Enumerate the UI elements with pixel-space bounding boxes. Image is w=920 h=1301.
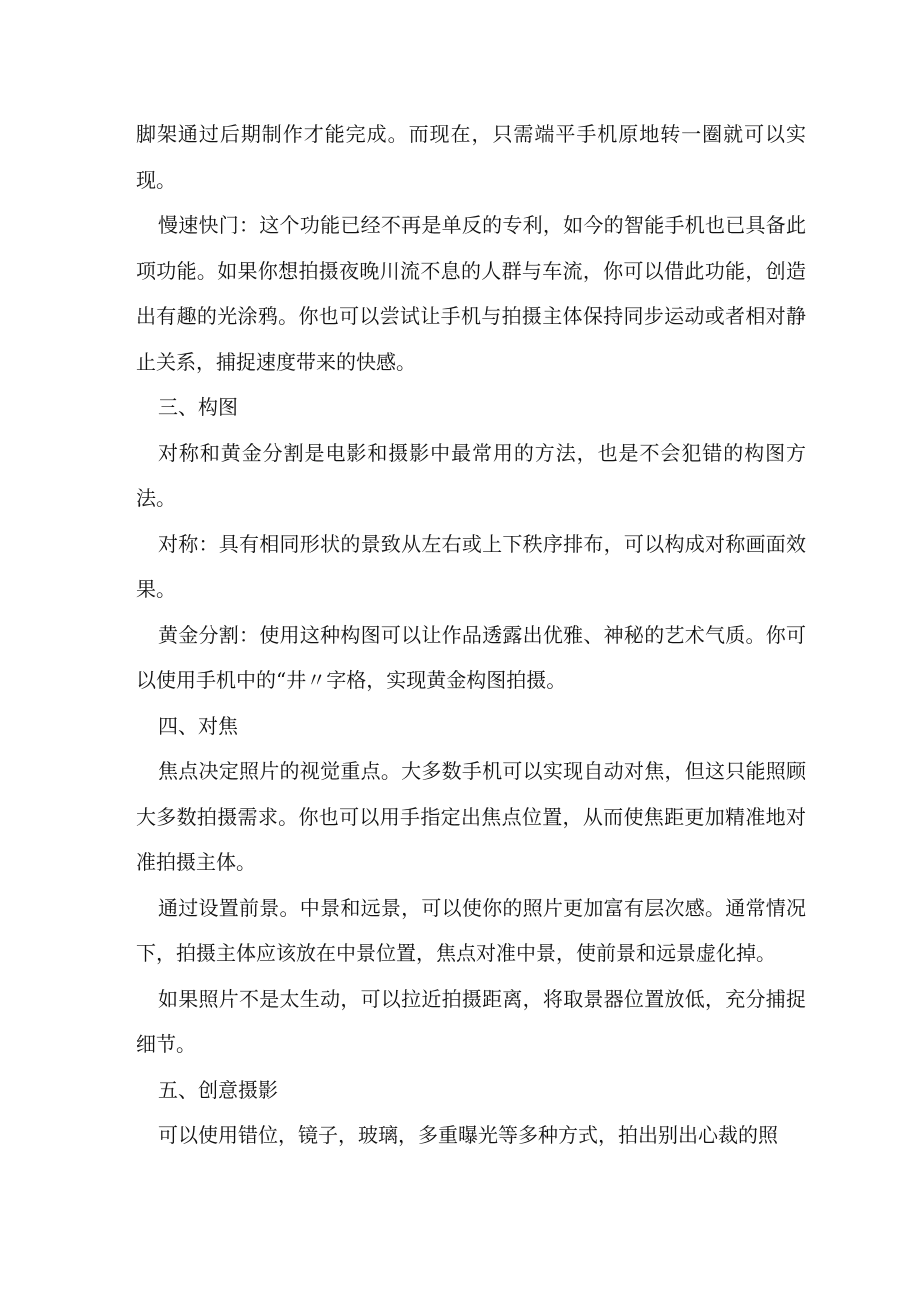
paragraph-composition-intro: 对称和黄金分割是电影和摄影中最常用的方法，也是不会犯错的构图方法。 [136,440,806,510]
paragraph-focus-point: 焦点决定照片的视觉重点。大多数手机可以实现自动对焦，但这只能照顾大多数拍摄需求。你也可以用手指定出焦点位置，从而使焦距更加精准地对准拍摄主体。 [136,759,806,874]
section-heading-creative: 五、创意摄影 [158,1077,278,1102]
paragraph-slow-shutter: 慢速快门：这个功能已经不再是单反的专利，如今的智能手机也已具备此项功能。如果你想拍摄夜晚川流不息的人群与车流，你可以借此功能，创造出有趣的光涂鸦。你也可以尝试让手机与拍摄主体保持同步运动或者相对静止关系，捕捉速度带来的快感。 [136,213,806,374]
paragraph-creative-methods: 可以使用错位，镜子，玻璃，多重曝光等多种方式，拍出别出心裁的照 [158,1123,778,1147]
paragraph-details: 如果照片不是太生动，可以拉近拍摄距离，将取景器位置放低，充分捕捉细节。 [136,986,806,1056]
section-heading-composition: 三、构图 [158,395,238,419]
document-body [136,112,806,1159]
paragraph-golden-ratio: 黄金分割：使用这种构图可以让作品透露出优雅、神秘的艺术气质。你可以使用手机中的“井〃字格，实现黄金构图拍摄。 [136,622,806,692]
paragraph-symmetry: 对称：具有相同形状的景致从左右或上下秩序排布，可以构成对称画面效果。 [136,531,806,601]
paragraph-layers: 通过设置前景。中景和远景，可以使你的照片更加富有层次感。通常情况下，拍摄主体应该放在中景位置，焦点对准中景，使前景和远景虚化掉。 [136,895,806,965]
paragraph-continuation: 脚架通过后期制作才能完成。而现在，只需端平手机原地转一圈就可以实现。 [136,122,806,192]
section-heading-focus: 四、对焦 [158,713,238,738]
